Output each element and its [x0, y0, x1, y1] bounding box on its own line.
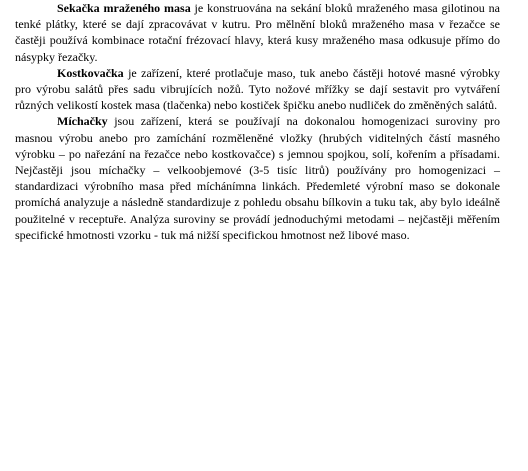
- text-dicer: je zařízení, které protlačuje maso, tuk anebo částěji hotové masné výrobky pro výrobu salátů přes sadu vibrujících nožů. Tyto nožové mřížky se dají sestavit pro vytváření různých velikostí kostek masa (tlačenka) nebo kostiček špičku anebo nudliček do změněných salátů.: [15, 65, 500, 113]
- paragraph-mixers: [15, 113, 500, 243]
- paragraph-frozen-meat-cutter: [15, 0, 500, 65]
- text-frozen-meat-cutter: je konstruována na sekání bloků mraženého masa gilotinou na tenké plátky, které se dají zpracovávat v kutru. Pro mělnění bloků mraženého masa v řezačce se častěji používá kombinace rotační frézovací hlavy, která kusy mraženého masa odkusuje přímo do násypky řezačky.: [15, 1, 500, 64]
- document-page: [15, 0, 500, 243]
- term-dicer: Kostkovačka: [57, 65, 124, 80]
- term-frozen-meat-cutter: Sekačka mraženého masa: [57, 1, 191, 15]
- term-mixers: Míchačky: [57, 114, 108, 129]
- paragraph-dicer: [15, 65, 500, 114]
- text-mixers: jsou zařízení, která se používají na dokonalou homogenizaci suroviny pro masnou výrobu anebo pro zamíchání rozměleněné vložky (hrubých viditelných částí masného výrobku – po nařezání na řezačce nebo kostkovačce) s jemnou spojkou, solí, kořením a přísadami. Nejčastěji jsou míchačky – velkoobjemové (3-5 tisíc litrů) používány pro homogenizaci – standardizaci výrobního masa před míchánímna linkách. Předemleté výrobní maso se dokonale promíchá analyzuje a následně standardizuje z pohledu obsahu bílkovin a tuku tak, aby bylo ideálně použitelné v receptuře. Analýza suroviny se provádí jednoduchými metodami – nejčastěji měřením specifické hmotnosti vzorku - tuk má nižší specifickou hmotnost než libové maso.: [15, 114, 500, 242]
